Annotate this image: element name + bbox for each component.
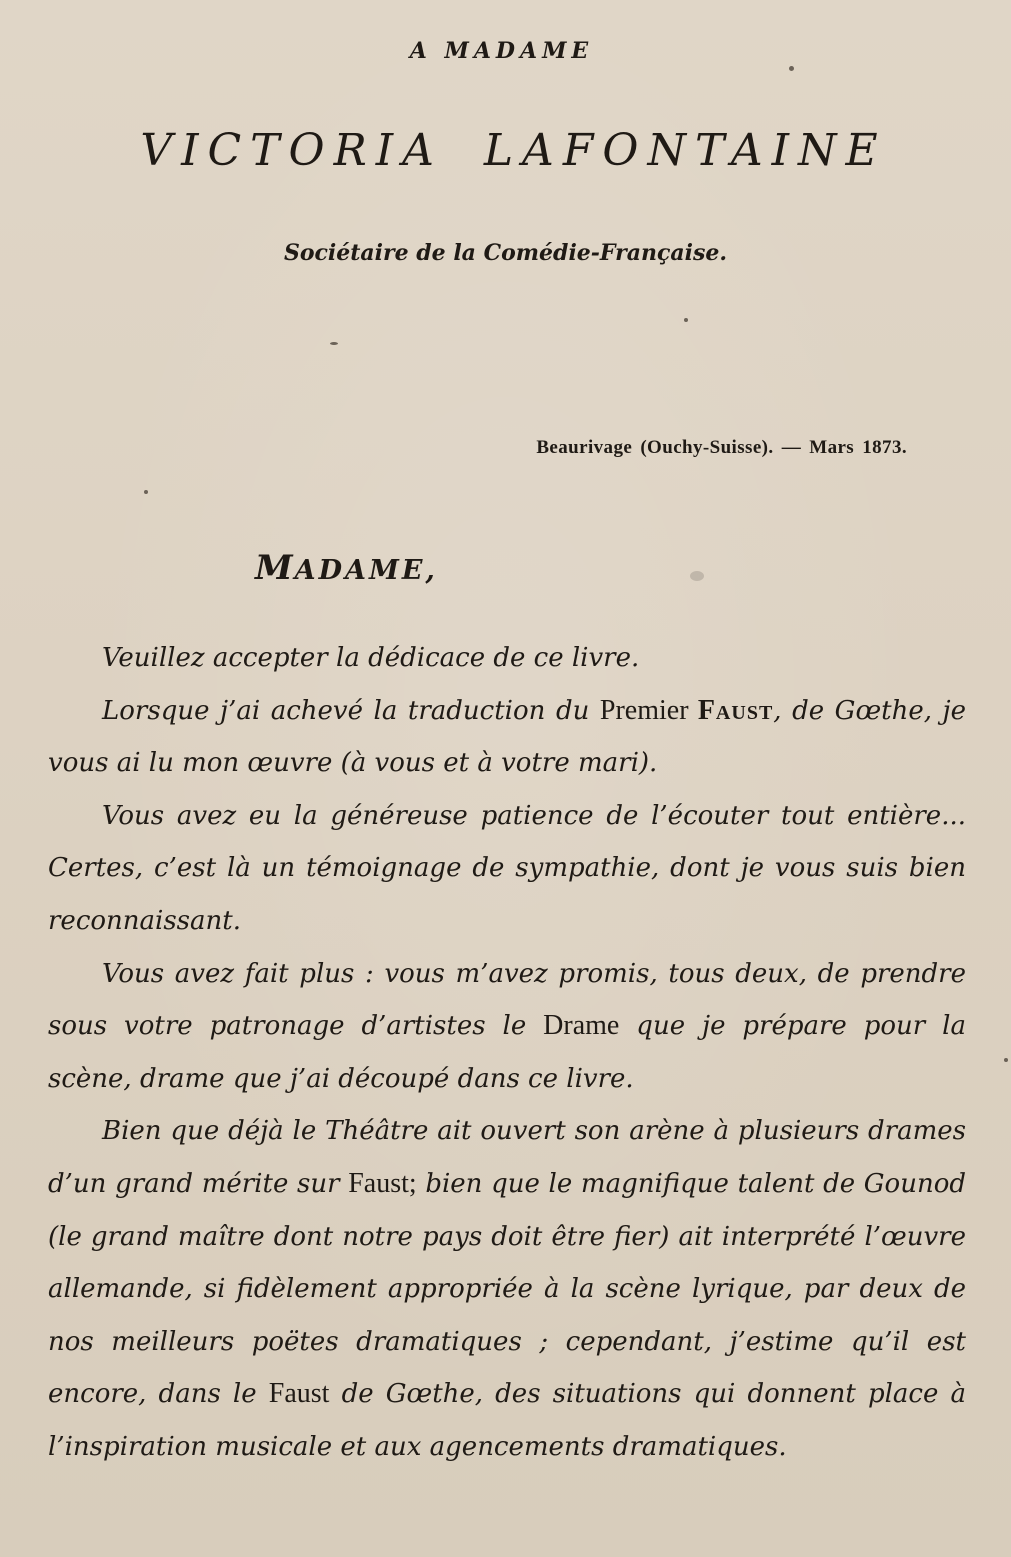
place-date: Beaurivage (Ouchy-Suisse). — Mars 1873. (536, 437, 907, 458)
letter-body (48, 632, 966, 1474)
paper-speck (330, 342, 338, 345)
paper-speck (690, 571, 704, 581)
dedicatee-title: Sociétaire de la Comédie-Française. (283, 240, 728, 266)
paragraph (48, 632, 966, 685)
work-title: Premier (599, 694, 698, 726)
paragraph-text: Lorsque j’ai achevé la traduction du (102, 695, 600, 726)
paragraph-text: Veuillez accepter la dédicace de ce livre. (102, 643, 640, 673)
dedication-heading: A MADAME (409, 38, 594, 64)
work-title-faust: Faust (268, 1378, 330, 1410)
dedicatee-name: VICTORIA LAFONTAINE (140, 125, 887, 176)
paragraph (48, 685, 966, 790)
salutation (255, 548, 438, 588)
paper-speck (144, 490, 148, 494)
paper-speck (789, 66, 794, 71)
paragraph (48, 790, 966, 948)
paragraph-text: , de Gœthe, je vous ai lu mon œuvre (à vous et à votre mari). (48, 695, 967, 779)
paragraph (48, 1105, 966, 1473)
work-title-drame: Drame (543, 1010, 620, 1042)
paragraph-text: bien que le magnifique talent de Gounod (le grand maître dont notre pays doit être fier) ait interprété l’œuvre allemande, si fidèlement appropriée à la scène lyrique, par deux de nos meilleurs poëtes dramatiques ; cependant, j’estime qu’il est encore, dans le (48, 1168, 966, 1410)
paper-speck (1004, 1058, 1008, 1062)
salutation-rest: ADAME, (294, 555, 438, 586)
paragraph (48, 948, 966, 1106)
work-title-faust: Faust (697, 694, 774, 726)
paper-speck (684, 318, 688, 322)
work-title-faust: Faust; (348, 1167, 417, 1199)
paragraph-text: Bien que déjà le Théâtre ait ouvert son arène à plusieurs drames d’un grand mérite sur (48, 1116, 966, 1199)
paragraph-text: que je prépare pour la scène, drame que j’ai découpé dans ce livre. (48, 1011, 966, 1094)
paragraph-text: Vous avez fait plus : vous m’avez promis, tous deux, de prendre sous votre patronage d’artistes le (48, 958, 966, 1042)
salutation-initial: M (255, 548, 295, 588)
paragraph-text: Vous avez eu la généreuse patience de l’écouter tout entière... Certes, c’est là un témoignage de sympathie, dont je vous suis bien reconnaissant. (48, 800, 966, 936)
paragraph-text: de Gœthe, des situations qui donnent place à l’inspiration musicale et aux agencements dramatiques. (48, 1379, 967, 1462)
